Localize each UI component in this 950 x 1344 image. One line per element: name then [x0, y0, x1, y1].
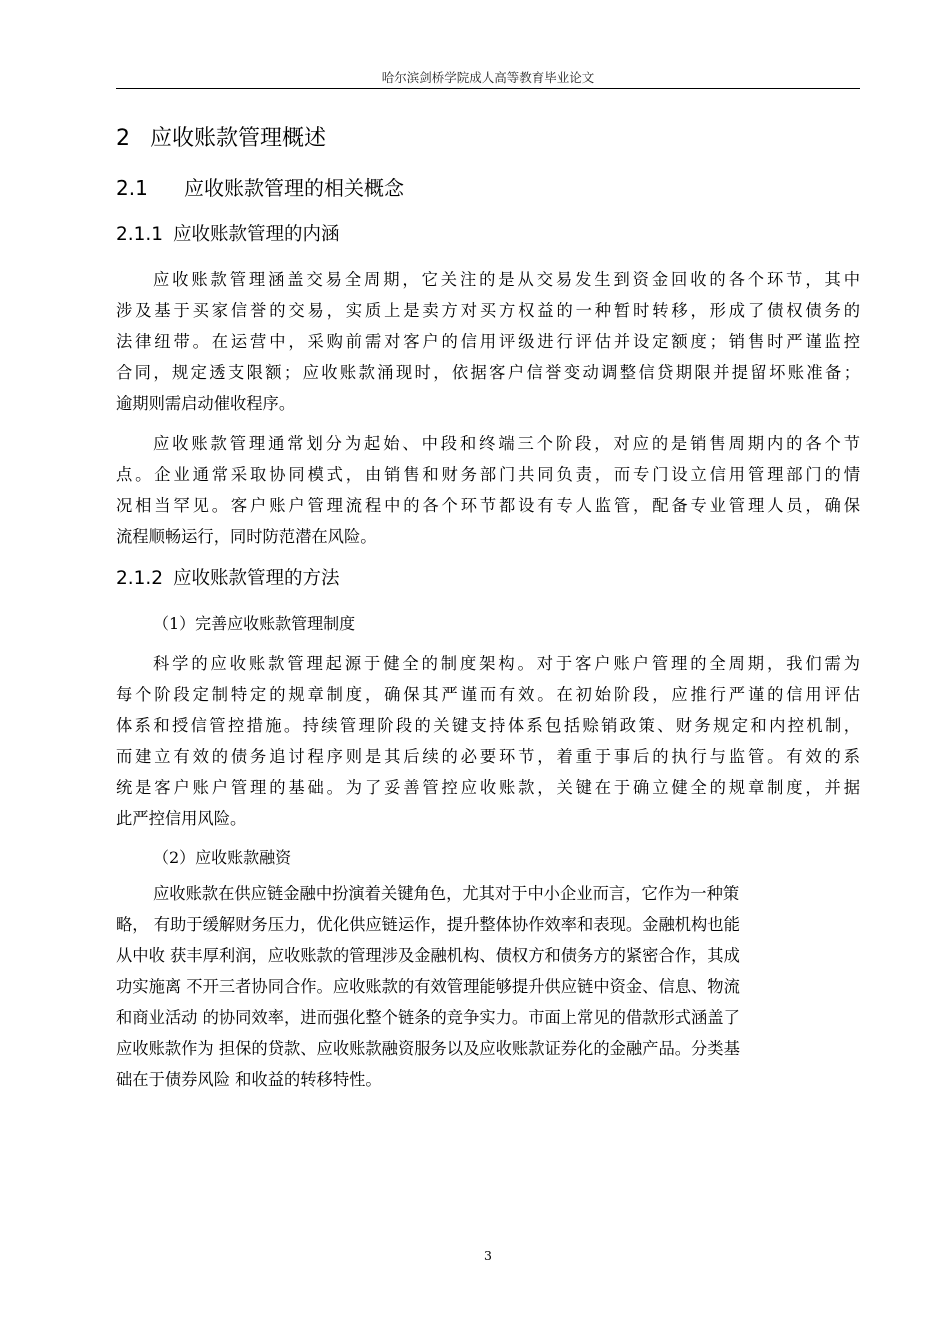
paragraph-connotation-2: [116, 428, 860, 552]
section-heading: [116, 174, 860, 202]
section-title: 应收账款管理的相关概念: [184, 176, 404, 200]
paragraph-line: 统是客户账户管理的基础。为了妥善管控应收账款，关键在于确立健全的规章制度，并据: [116, 778, 860, 797]
paragraph-line: 流程顺畅运行，同时防范潜在风险。: [116, 527, 377, 546]
paragraph-methods-1: [116, 648, 860, 834]
paragraph-methods-2: [116, 878, 860, 1095]
paragraph-line: 点。企业通常采取协同模式，由销售和财务部门共同负责，而专门设立信用管理部门的情: [116, 465, 860, 484]
chapter-heading: [116, 124, 860, 154]
paragraph-line: 而建立有效的债务追讨程序则是其后续的必要环节，着重于事后的执行与监管。有效的系: [116, 747, 860, 766]
paragraph-line: 应收账款管理通常划分为起始、中段和终端三个阶段，对应的是销售周期内的各个节: [153, 434, 860, 453]
subsection-heading-2-1-1: [116, 222, 860, 248]
paragraph-line: 合同，规定透支限额；应收账款涌现时，依据客户信誉变动调整信贷期限并提留坏账准备；: [116, 363, 860, 382]
paragraph-line: 础在于债券风险 和收益的转移特性。: [116, 1070, 382, 1089]
chapter-title: 应收账款管理概述: [150, 126, 327, 151]
paragraph-line: 科学的应收账款管理起源于健全的制度架构。对于客户账户管理的全周期，我们需为: [153, 654, 860, 673]
paragraph-line: 此严控信用风险。: [116, 809, 247, 828]
paragraph-line: 况相当罕见。客户账户管理流程中的各个环节都设有专人监管，配备专业管理人员，确保: [116, 496, 860, 515]
paragraph-line: 涉及基于买家信誉的交易，实质上是卖方对买方权益的一种暂时转移，形成了债权债务的: [116, 301, 860, 320]
paragraph-line: 应收账款在供应链金融中扮演着关键角色，尤其对于中小企业而言，它作为一种策: [153, 884, 740, 903]
chapter-number: 2: [116, 126, 130, 151]
subsection-title: 应收账款管理的方法: [173, 568, 340, 589]
paragraph-line: 逾期则需启动催收程序。: [116, 394, 296, 413]
page-number: 3: [484, 1248, 492, 1263]
subsection-heading-2-1-2: [116, 566, 860, 592]
paragraph-line: 从中收 获丰厚利润，应收账款的管理涉及金融机构、债权方和债务方的紧密合作，其成: [116, 946, 740, 965]
paragraph-line: 和商业活动 的协同效率，进而强化整个链条的竞争实力。市面上常见的借款形式涵盖了: [116, 1008, 740, 1027]
subsection-number: 2.1.1: [116, 224, 164, 245]
running-header: 哈尔滨剑桥学院成人高等教育毕业论文: [381, 70, 595, 85]
paragraph-line: 应收账款作为 担保的贷款、应收账款融资服务以及应收账款证券化的金融产品。分类基: [116, 1039, 740, 1058]
paragraph-line: 应收账款管理涵盖交易全周期，它关注的是从交易发生到资金回收的各个环节，其中: [153, 270, 860, 289]
section-number: 2.1: [116, 176, 148, 200]
paragraph-line: 法律纽带。在运营中，采购前需对客户的信用评级进行评估并设定额度；销售时严谨监控: [116, 332, 860, 351]
paragraph-line: 每个阶段定制特定的规章制度，确保其严谨而有效。在初始阶段，应推行严谨的信用评估: [116, 685, 860, 704]
paragraph-line: 功实施离 不开三者协同合作。应收账款的有效管理能够提升供应链中资金、信息、物流: [116, 977, 740, 996]
subsection-number: 2.1.2: [116, 568, 164, 589]
list-item-label-1: （1）完善应收账款管理制度: [153, 614, 356, 633]
paragraph-line: 略， 有助于缓解财务压力，优化供应链运作，提升整体协作效率和表现。金融机构也能: [116, 915, 740, 934]
subsection-title: 应收账款管理的内涵: [173, 224, 340, 245]
header-rule: [116, 88, 860, 89]
paragraph-connotation-1: [116, 264, 860, 419]
list-item-label-2: （2）应收账款融资: [153, 848, 292, 867]
paragraph-line: 体系和授信管控措施。持续管理阶段的关键支持体系包括赊销政策、财务规定和内控机制，: [116, 716, 860, 735]
